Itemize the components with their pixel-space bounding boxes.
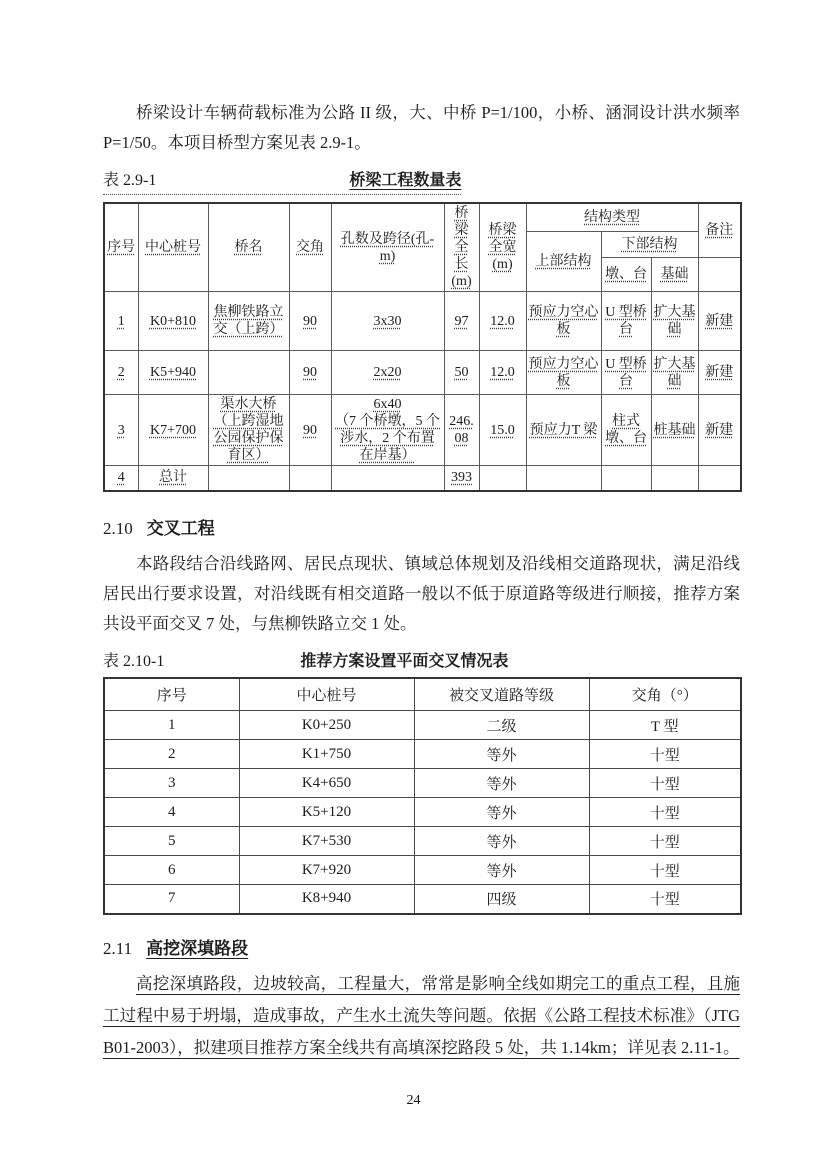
table-cell: 90 [289, 292, 331, 351]
table-cell: 5 [104, 827, 239, 856]
table-cell: K7+530 [239, 827, 414, 856]
header-line: 桥梁 [488, 223, 517, 238]
table-cell: 12.0 [479, 292, 526, 351]
table-cell: 十型 [589, 856, 741, 885]
table-cell: 90 [289, 395, 331, 466]
vertical-char: 梁 [454, 223, 469, 238]
table-cell: 7 [104, 885, 239, 914]
column-header-remark: 备注 [698, 203, 741, 258]
table-cell: 二级 [414, 711, 589, 740]
table1-caption-label: 表 2.9-1 [103, 172, 157, 189]
table-row [104, 740, 741, 769]
column-header-angle: 交角（°） [589, 678, 741, 711]
table-row [104, 395, 741, 466]
table-cell: U 型桥台 [601, 292, 651, 351]
table-cell [526, 466, 601, 491]
table-cell: 十型 [589, 740, 741, 769]
vertical-char: (m) [451, 274, 472, 289]
page-content [103, 0, 740, 1064]
column-header-substructure: 下部结构 [601, 231, 698, 258]
table-cell: 等外 [414, 827, 589, 856]
column-header-bridge-name: 桥名 [208, 203, 289, 292]
table-cell: 扩大基础 [651, 292, 698, 351]
table-row [104, 798, 741, 827]
section-heading-2-11 [103, 934, 740, 959]
table-cell: 等外 [414, 798, 589, 827]
column-header-total-width [479, 203, 526, 292]
table-cell: 十型 [589, 885, 741, 914]
column-header-foundation: 基础 [651, 258, 698, 292]
table-cell: K1+750 [239, 740, 414, 769]
table-cell: 12.0 [479, 351, 526, 395]
table-cell [479, 466, 526, 491]
table-cell: 十型 [589, 827, 741, 856]
table-cell: 50 [444, 351, 479, 395]
table-row [104, 351, 741, 395]
table-cell: K7+920 [239, 856, 414, 885]
table-cell: 2 [104, 351, 138, 395]
table-cell: K0+250 [239, 711, 414, 740]
table-cell: K8+940 [239, 885, 414, 914]
section-number: 2.11 [103, 938, 133, 958]
table1-caption [103, 167, 740, 194]
table-cell: 4 [104, 798, 239, 827]
column-header-total-length [444, 203, 479, 292]
table-cell: 预应力T 梁 [526, 395, 601, 466]
table-cell: K5+120 [239, 798, 414, 827]
table-cell [651, 466, 698, 491]
table2-caption-title: 推荐方案设置平面交叉情况表 [300, 652, 509, 670]
header-line: 全宽 [488, 240, 517, 255]
column-header-structure-type: 结构类型 [526, 203, 698, 231]
table-cell: 2x20 [331, 351, 444, 395]
header-line: (m) [492, 257, 513, 272]
vertical-char: 桥 [454, 206, 469, 221]
table-row [104, 711, 741, 740]
table-cell: 3 [104, 395, 138, 466]
table-cell: 新建 [698, 395, 741, 466]
vertical-char: 全 [454, 240, 469, 255]
table-cell: 97 [444, 292, 479, 351]
table-row [104, 292, 741, 351]
table-cell [289, 466, 331, 491]
table-cell: 等外 [414, 740, 589, 769]
table-header-row [104, 678, 741, 711]
table-cell [208, 351, 289, 395]
table-row [104, 827, 741, 856]
table-cell: T 型 [589, 711, 741, 740]
table-cell: 桩基础 [651, 395, 698, 466]
table2-caption-group [103, 648, 508, 671]
table-cell: 渠水大桥（上跨湿地公园保护保育区） [208, 395, 289, 466]
table-cell: 四级 [414, 885, 589, 914]
table-row [104, 885, 741, 914]
table-cell: 总计 [138, 466, 208, 491]
table-row [104, 856, 741, 885]
table-cell [331, 466, 444, 491]
intro-paragraph: 桥梁设计车辆荷载标准为公路 II 级，大、中桥 P=1/100，小桥、涵洞设计洪水频率 P=1/50。本项目桥型方案见表 2.9-1。 [103, 103, 740, 152]
table-cell: 246.08 [444, 395, 479, 466]
table-cell: K4+650 [239, 769, 414, 798]
table-row [104, 466, 741, 491]
table-cell: K7+700 [138, 395, 208, 466]
section-title: 交叉工程 [146, 518, 215, 538]
table-cell: 柱式墩、台 [601, 395, 651, 466]
table2-caption [103, 648, 740, 675]
table-cell: 6 [104, 856, 239, 885]
section-heading-2-10 [103, 514, 740, 539]
table1-caption-underline-group [103, 167, 461, 195]
table-cell [331, 395, 444, 466]
table-cell: 2 [104, 740, 239, 769]
column-header-seq: 序号 [104, 678, 239, 711]
table-cell [698, 466, 741, 491]
table-cell: 等外 [414, 769, 589, 798]
column-header-station: 中心桩号 [239, 678, 414, 711]
column-header-angle: 交角 [289, 203, 331, 292]
section-title: 高挖深填路段 [146, 938, 249, 958]
bridge-quantity-table [103, 202, 742, 492]
table-cell: K0+810 [138, 292, 208, 351]
table-cell [208, 466, 289, 491]
table-row [104, 769, 741, 798]
table-cell: 15.0 [479, 395, 526, 466]
table-cell: K5+940 [138, 351, 208, 395]
table1-caption-title: 桥梁工程数量表 [349, 172, 462, 189]
span-count: 6x40 [373, 397, 402, 412]
column-header-span-info: 孔数及跨径(孔-m) [331, 203, 444, 292]
table-cell: 预应力空心板 [526, 351, 601, 395]
table-cell: 预应力空心板 [526, 292, 601, 351]
table-cell: 新建 [698, 351, 741, 395]
table-cell: 焦柳铁路立交（上跨） [208, 292, 289, 351]
table-cell: 1 [104, 292, 138, 351]
column-header-superstructure: 上部结构 [526, 231, 601, 292]
cut-fill-paragraph: 高挖深填路段，边坡较高，工程量大，常常是影响全线如期完工的重点工程，且施工过程中易于坍塌，造成事故，产生水土流失等问题。依据《公路工程技术标准》（JTG B01-2003），拟建项目推荐方案全线共有高填深挖路段 5 处，共 1.14km；详见表 2.11-1。 [103, 973, 740, 1057]
table-cell: 十型 [589, 798, 741, 827]
column-header-seq: 序号 [104, 203, 138, 292]
empty-header-cell [698, 258, 741, 292]
table-cell: 等外 [414, 856, 589, 885]
column-header-pier: 墩、台 [601, 258, 651, 292]
table-cell: 新建 [698, 292, 741, 351]
column-header-station: 中心桩号 [138, 203, 208, 292]
crossing-table [103, 677, 742, 915]
span-note: （7 个桥墩，5 个涉水，2 个布置在岸基） [335, 414, 440, 463]
table-cell [601, 466, 651, 491]
vertical-char: 长 [454, 257, 469, 272]
page-number: 24 [406, 1093, 421, 1108]
table-cell: 3x30 [331, 292, 444, 351]
column-header-road-grade: 被交叉道路等级 [414, 678, 589, 711]
table-cell: 十型 [589, 769, 741, 798]
table-cell: 393 [444, 466, 479, 491]
crossing-paragraph: 本路段结合沿线路网、居民点现状、镇域总体规划及沿线相交道路现状，满足沿线居民出行要求设置，对沿线既有相交道路一般以不低于原道路等级进行顺接，推荐方案共设平面交叉 7 处，与焦柳铁路立交 1 处。 [103, 553, 740, 633]
table-cell: 扩大基础 [651, 351, 698, 395]
table-cell: U 型桥台 [601, 351, 651, 395]
table-cell: 4 [104, 466, 138, 491]
table-cell: 1 [104, 711, 239, 740]
table-cell: 90 [289, 351, 331, 395]
section-number: 2.10 [103, 518, 133, 538]
table2-caption-label: 表 2.10-1 [103, 652, 165, 670]
table-cell: 3 [104, 769, 239, 798]
